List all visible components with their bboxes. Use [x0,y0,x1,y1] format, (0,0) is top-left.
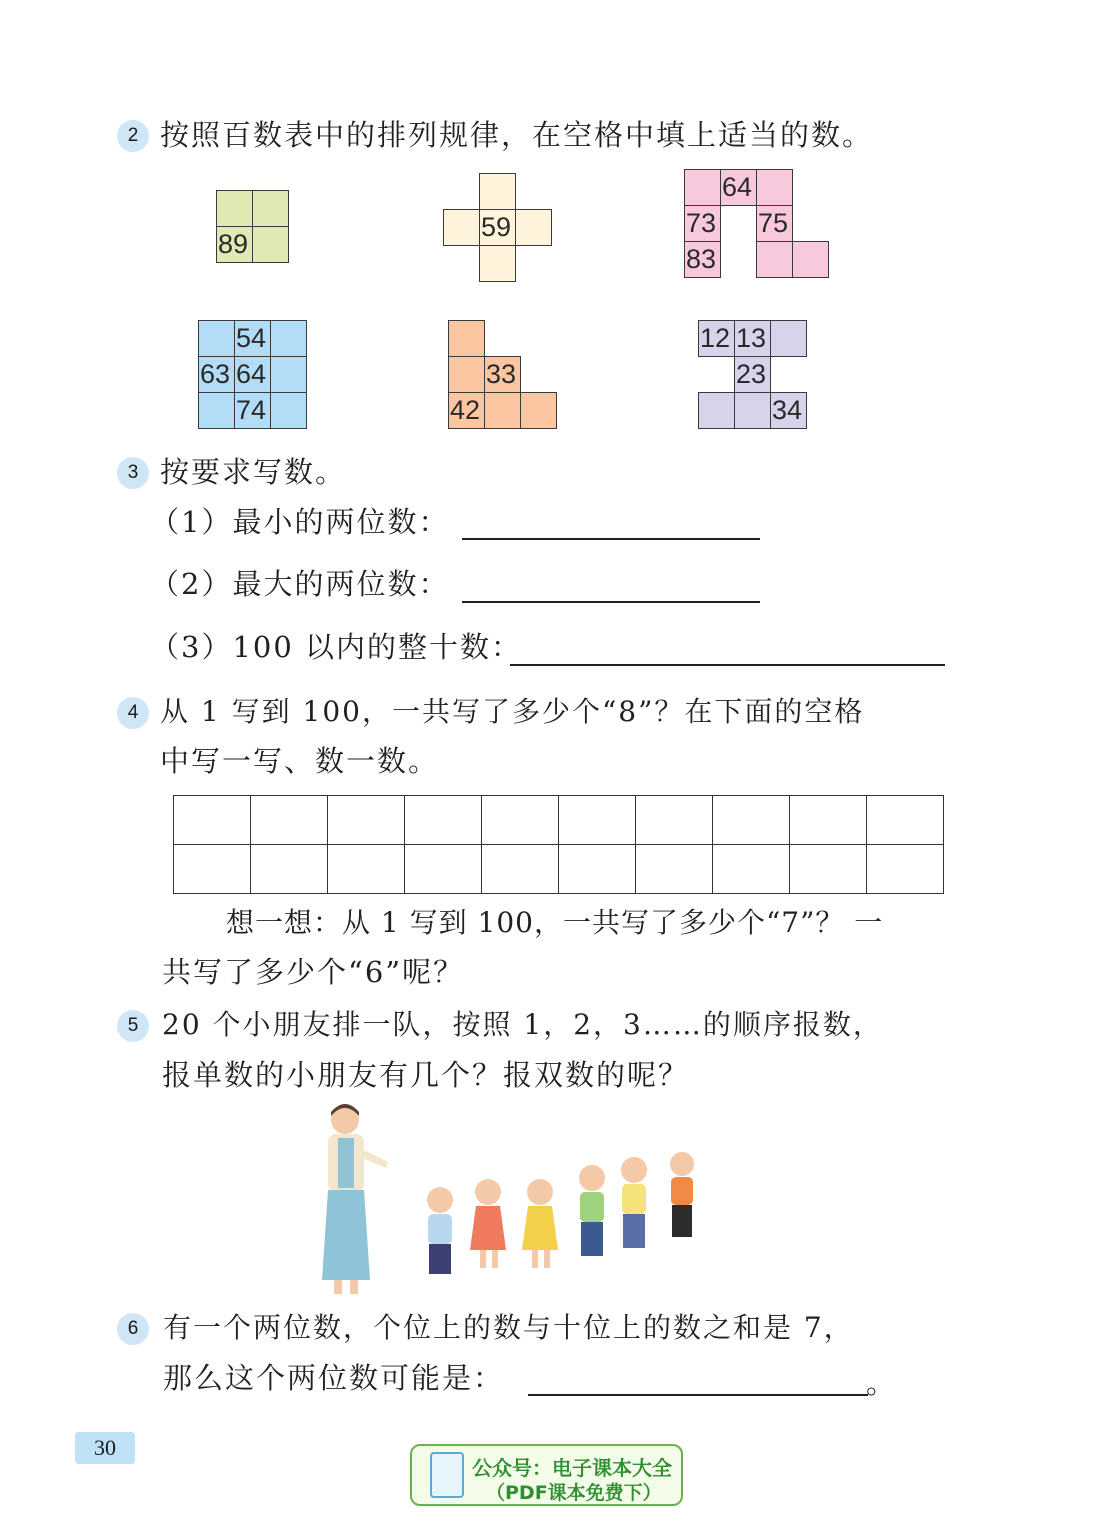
question-2-text: 按照百数表中的排列规律，在空格中填上适当的数。 [160,118,874,152]
grid-cell: 23 [734,356,771,393]
question-number-6: 6 [117,1313,149,1345]
child-3 [522,1179,558,1268]
grid-cell: 64 [720,169,757,206]
child-4 [579,1165,605,1256]
question-4-line-2: 中写一写、数一数。 [160,744,440,778]
writing-cell[interactable] [405,845,482,894]
grid-cell[interactable] [443,209,480,246]
grid-cell[interactable] [484,392,521,429]
grid-cell: 33 [484,356,521,393]
question-6-line-2: 那么这个两位数可能是： [163,1361,505,1395]
teacher-children-illustration [300,1100,700,1300]
answer-blank[interactable] [462,601,760,603]
writing-cell[interactable] [636,845,713,894]
grid-cell[interactable] [270,356,307,393]
grid-cell[interactable] [515,209,552,246]
writing-cell[interactable] [790,845,867,894]
writing-cell[interactable] [251,796,328,845]
grid-cell[interactable] [448,356,485,393]
grid-cell[interactable] [734,392,771,429]
grid-cell[interactable] [770,320,807,357]
question-number-5: 5 [117,1010,149,1042]
writing-cell[interactable] [559,796,636,845]
grid-cell: 74 [234,392,271,429]
period-mark: 。 [866,1366,898,1400]
think-line-2: 共写了多少个“6”呢？ [162,955,465,989]
grid-cell[interactable] [270,320,307,357]
grid-cell: 59 [479,209,516,246]
grid-cell: 83 [684,241,721,278]
grid-cell: 12 [698,320,735,357]
grid-cell: 64 [234,356,271,393]
grid-cell[interactable] [520,392,557,429]
answer-blank[interactable] [528,1394,868,1396]
child-1 [427,1187,453,1274]
q3-item-1: （1）最小的两位数： [150,505,450,539]
grid-cell[interactable] [756,241,793,278]
grid-cell[interactable] [270,392,307,429]
grid-cell[interactable] [698,392,735,429]
writing-cell[interactable] [559,845,636,894]
writing-cell[interactable] [251,845,328,894]
question-5-line-1: 20 个小朋友排一队，按照 1，2，3……的顺序报数， [162,1008,883,1041]
page-number: 30 [75,1432,135,1464]
grid-cell[interactable] [479,245,516,282]
grid-cell: 89 [216,226,253,263]
grid-cell[interactable] [198,392,235,429]
question-5-line-2: 报单数的小朋友有几个？报双数的呢？ [162,1058,690,1092]
grid-cell: 73 [684,205,721,242]
grid-cell[interactable] [252,226,289,263]
answer-blank[interactable] [510,664,945,666]
grid-cell: 13 [734,320,771,357]
question-number-2: 2 [117,120,149,152]
teacher-figure [322,1104,388,1294]
writing-cell[interactable] [713,845,790,894]
question-number-4: 4 [117,697,149,729]
child-2 [470,1179,506,1268]
badge-line-2: （PDF课本免费下） [486,1482,662,1504]
writing-cell[interactable] [405,796,482,845]
grid-cell[interactable] [792,241,829,278]
q3-item-2: （2）最大的两位数： [150,567,450,601]
grid-cell[interactable] [448,320,485,357]
writing-cell[interactable] [867,796,944,845]
grid-cell: 54 [234,320,271,357]
book-logo-icon [430,1452,464,1498]
writing-cell[interactable] [174,796,251,845]
writing-cell[interactable] [636,796,713,845]
grid-cell[interactable] [756,169,793,206]
grid-cell[interactable] [479,173,516,210]
writing-cell[interactable] [328,796,405,845]
writing-cell[interactable] [174,845,251,894]
watermark-badge [410,1444,683,1506]
child-5 [621,1157,647,1248]
child-6 [670,1152,694,1237]
q3-item-3: （3）100 以内的整十数： [150,630,523,664]
answer-blank[interactable] [462,538,760,540]
question-number-3: 3 [117,457,149,489]
writing-cell[interactable] [328,845,405,894]
writing-grid [173,795,944,894]
think-line-1: 想一想：从 1 写到 100，一共写了多少个“7”？ 一 [226,906,884,939]
writing-cell[interactable] [713,796,790,845]
grid-cell[interactable] [684,169,721,206]
grid-cell: 75 [756,205,793,242]
grid-cell[interactable] [216,190,253,227]
grid-cell[interactable] [198,320,235,357]
badge-line-1: 公众号：电子课本大全 [472,1456,672,1480]
writing-cell[interactable] [482,845,559,894]
grid-cell: 34 [770,392,807,429]
writing-cell[interactable] [482,796,559,845]
grid-cell: 42 [448,392,485,429]
writing-cell[interactable] [790,796,867,845]
grid-cell: 63 [198,356,235,393]
question-3-text: 按要求写数。 [160,455,347,489]
grid-cell[interactable] [252,190,289,227]
question-4-line-1: 从 1 写到 100，一共写了多少个“8”？在下面的空格 [160,695,865,728]
writing-cell[interactable] [867,845,944,894]
question-6-line-1: 有一个两位数，个位上的数与十位上的数之和是 7， [163,1311,854,1344]
